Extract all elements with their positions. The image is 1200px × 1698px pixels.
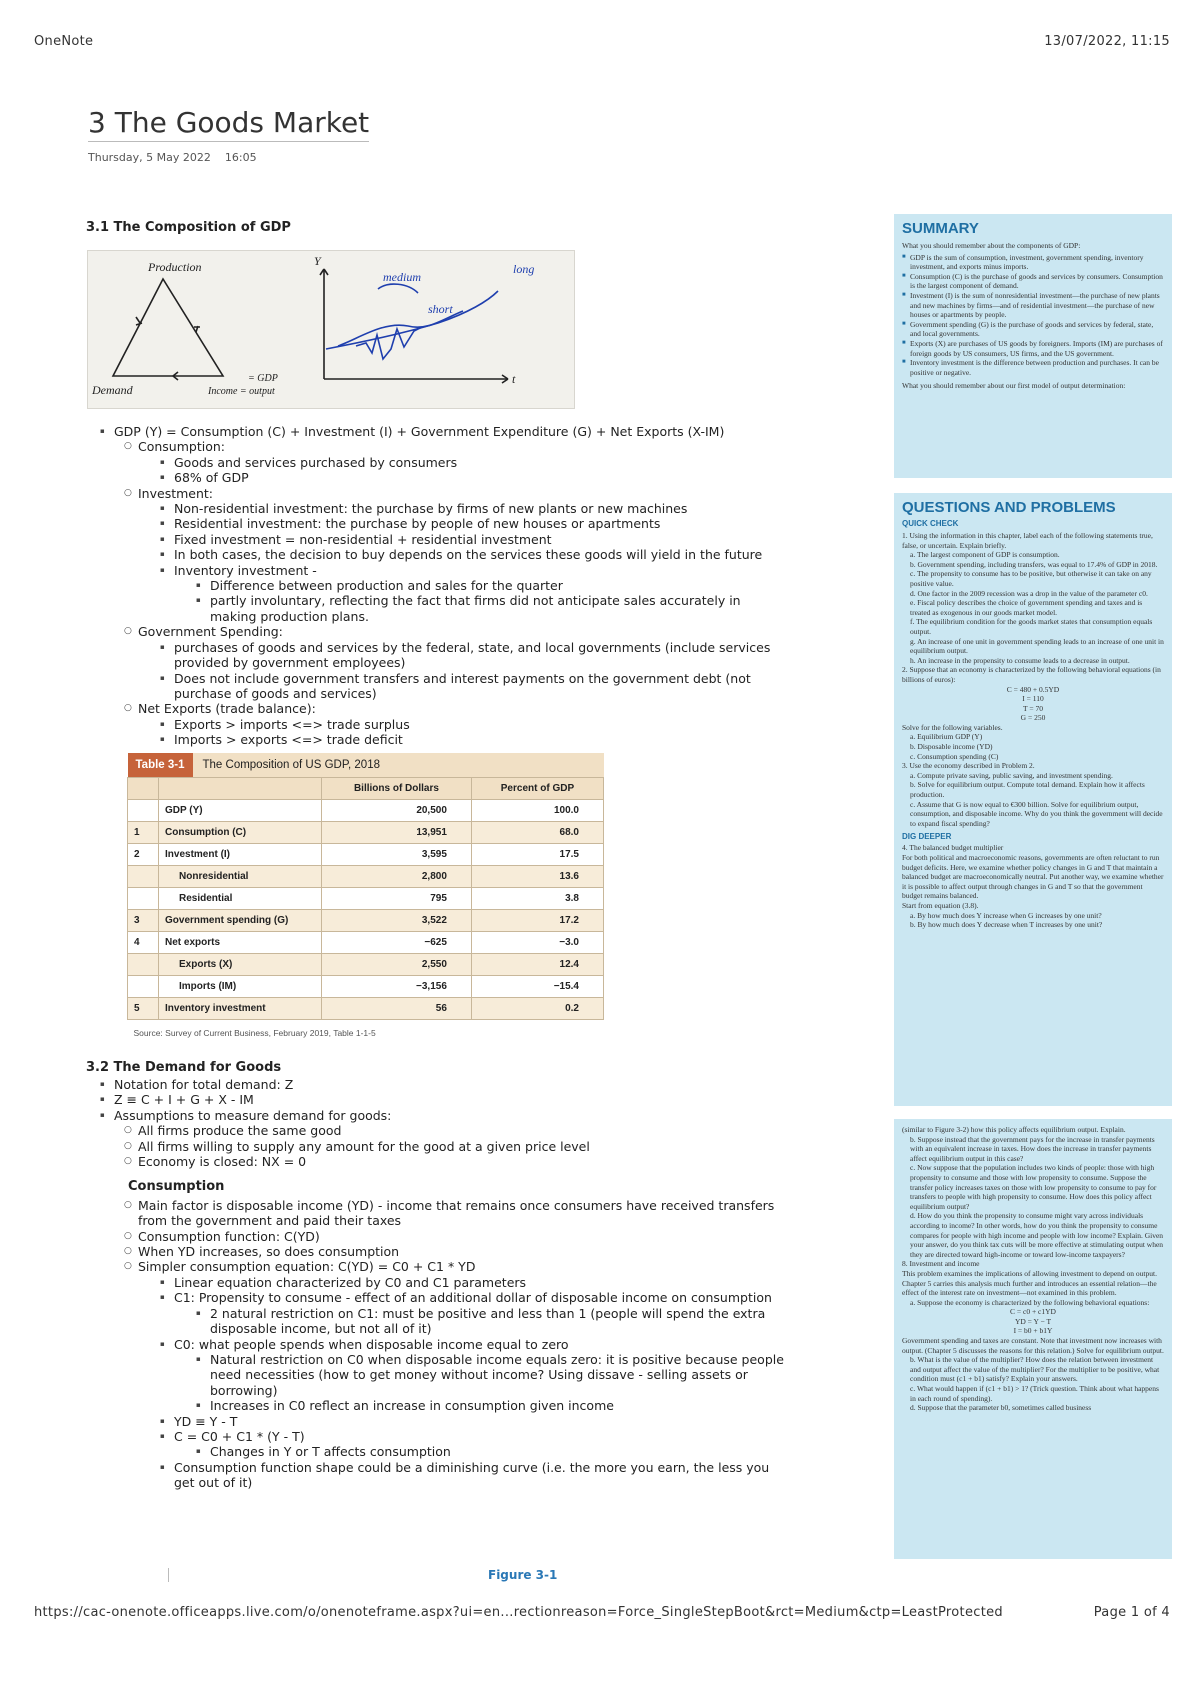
textbook-line: 4. The balanced budget multiplier	[902, 843, 1004, 853]
table-cell-num: 1	[128, 822, 159, 844]
table-cell-label: Consumption (C)	[159, 822, 322, 844]
section-heading-2: 3.2 The Demand for Goods	[86, 1060, 282, 1075]
table-cell-v1: 56	[322, 998, 472, 1020]
note-item: ○ Investment:	[100, 486, 790, 501]
textbook-line: d. Suppose that the parameter b0, sometimes called business	[910, 1403, 1092, 1413]
dig-deeper-lines	[902, 843, 1164, 929]
textbook-line: For both political and macroeconomic reasons, governments are often reluctant to run budget deficits. Here, we examine whether policy changes in G and T that maintain a balanced budget are macroeconomically neutral. Put another way, we examine whether it is possible to affect output through changes in G and T so that the government budget remains balanced.	[902, 853, 1164, 901]
note-item: ▪ Residential investment: the purchase by people of new houses or apartments	[100, 516, 790, 531]
table-cell-label: Nonresidential	[159, 866, 322, 888]
note-item: ▪ Exports > imports <=> trade surplus	[100, 717, 790, 732]
table-cell-num: 4	[128, 932, 159, 954]
table-row	[128, 954, 604, 976]
table-cell-num	[128, 866, 159, 888]
note-item: ○ Consumption function: C(YD)	[100, 1229, 790, 1244]
summary-item-text: Inventory investment is the difference between production and purchases. It can be positive or negative.	[910, 358, 1159, 377]
textbook-line: Government spending and taxes are constant. Note that investment now increases with output. (Chapter 5 discusses the reasons for this relation.) Solve for equilibrium output.	[902, 1336, 1164, 1355]
table-row	[128, 910, 604, 932]
textbook-questions-image	[894, 493, 1172, 1106]
table-col-percent: Percent of GDP	[471, 778, 603, 800]
table-cell-v2: 12.4	[471, 954, 603, 976]
note-item: ▪ C0: what people spends when disposable income equal to zero	[100, 1337, 790, 1352]
textbook-line: I = b0 + b1Y	[1013, 1326, 1053, 1336]
note-item: ▪ Inventory investment -	[100, 563, 790, 578]
textbook-line: a. Equilibrium GDP (Y)	[910, 732, 983, 742]
textbook-line: 1. Using the information in this chapter, label each of the following statements true, false, or uncertain. Explain briefly.	[902, 531, 1153, 550]
bullet-icon: ■	[902, 359, 906, 366]
table-row	[128, 998, 604, 1020]
textbook-line: a. The largest component of GDP is consumption.	[910, 550, 1060, 560]
note-item: ▪ Increases in C0 reflect an increase in consumption given income	[100, 1398, 790, 1413]
problem-lines	[902, 1125, 1164, 1413]
time-text: 16:05	[224, 151, 257, 164]
table-cell-v1: −3,156	[322, 976, 472, 998]
textbook-line: h. An increase in the propensity to consume leads to a decrease in output.	[910, 655, 1130, 665]
note-item: ▪ Notation for total demand: Z	[100, 1077, 790, 1092]
textbook-line: 8. Investment and income	[902, 1259, 980, 1269]
bullet-icon: ■	[902, 291, 906, 298]
summary-title: SUMMARY	[902, 220, 979, 237]
summary-items	[902, 253, 1164, 378]
note-item: ▪ Natural restriction on C0 when disposable income equals zero: it is positive because people need necessities (how to get money without income? Using dissave - selling assets or borrowing)	[100, 1352, 790, 1398]
handwritten-sketch	[87, 250, 575, 409]
dig-deeper-label: DIG DEEPER	[902, 832, 952, 842]
note-item: ▪ YD ≡ Y - T	[100, 1414, 790, 1429]
bullet-icon: ■	[902, 320, 906, 327]
table-row	[128, 932, 604, 954]
consumption-heading: Consumption	[128, 1179, 225, 1195]
textbook-line: C = 480 + 0.5YD	[1006, 684, 1060, 694]
table-cell-v2: 13.6	[471, 866, 603, 888]
table-cell-v2: 17.5	[471, 844, 603, 866]
note-item: ▪ Goods and services purchased by consumers	[100, 455, 790, 470]
textbook-summary-image	[894, 214, 1172, 478]
note-item: ○ Main factor is disposable income (YD) - income that remains once consumers have received transfers from the government and paid their taxes	[100, 1198, 790, 1229]
table-cell-v2: 17.2	[471, 910, 603, 932]
questions-title: QUESTIONS AND PROBLEMS	[902, 499, 1116, 516]
note-item: ○ Government Spending:	[100, 624, 790, 639]
table-cell-num	[128, 954, 159, 976]
app-name: OneNote	[34, 34, 94, 49]
note-item: ○ Simpler consumption equation: C(YD) = C0 + C1 * YD	[100, 1259, 790, 1274]
gdp-composition-table	[127, 753, 604, 1043]
divider	[168, 1568, 169, 1582]
sketch-label-short: short	[428, 302, 453, 316]
table-cell-label: Government spending (G)	[159, 910, 322, 932]
table-cell-v1: 2,550	[322, 954, 472, 976]
textbook-line: I = 110	[1022, 694, 1044, 704]
table-cell-v2: −3.0	[471, 932, 603, 954]
textbook-line: b. Disposable income (YD)	[910, 742, 993, 752]
question-lines	[902, 531, 1164, 828]
textbook-line: c. Assume that G is now equal to €300 billion. Solve for equilibrium output, consumption, and disposable income. Why do you think the government will decide to expand fiscal spending?	[910, 799, 1163, 828]
textbook-line: a. By how much does Y increase when G increases by one unit?	[910, 910, 1102, 920]
textbook-line: g. An increase of one unit in government spending leads to an increase of one unit in equilibrium output.	[910, 636, 1164, 656]
textbook-line: G = 250	[1020, 713, 1046, 723]
table-cell-v1: 795	[322, 888, 472, 910]
note-item: ▪ Difference between production and sales for the quarter	[100, 578, 790, 593]
note-item: ○ Consumption:	[100, 439, 790, 454]
table-row	[128, 976, 604, 998]
table-cell-label: Imports (IM)	[159, 976, 322, 998]
sketch-label-medium: medium	[383, 270, 421, 284]
note-item: ▪ 68% of GDP	[100, 470, 790, 485]
summary-item	[902, 272, 1164, 291]
note-item: ▪ Fixed investment = non-residential + residential investment	[100, 532, 790, 547]
textbook-line: 3. Use the economy described in Problem 2.	[902, 761, 1035, 771]
sketch-label-long: long	[513, 262, 535, 276]
textbook-line: c. The propensity to consume has to be positive, but otherwise it can take on any positive value.	[910, 569, 1152, 588]
gdp-notes	[100, 424, 790, 748]
textbook-line: (similar to Figure 3-2) how this policy affects equilibrium output. Explain.	[902, 1125, 1126, 1134]
summary-intro: What you should remember about the components of GDP:	[902, 241, 1081, 250]
summary-item-text: Investment (I) is the sum of nonresidential investment—the purchase of new plants and new machines by firms—and of residential investment—the purchase of new houses or apartments by people.	[910, 290, 1160, 320]
textbook-line: c. What would happen if (c1 + b1) > 1? (Trick question. Think about what happens in each round of spending).	[910, 1384, 1159, 1403]
note-item: ▪ Non-residential investment: the purchase by firms of new plants or new machines	[100, 501, 790, 516]
note-item: ▪ Does not include government transfers and interest payments on the government debt (not purchase of goods and services)	[100, 671, 790, 702]
sketch-label-demand: Demand	[92, 383, 133, 397]
note-item: ○ When YD increases, so does consumption	[100, 1244, 790, 1259]
table-cell-v1: 3,522	[322, 910, 472, 932]
textbook-line: d. How do you think the propensity to consume might vary across individuals according to income? In other words, how do you think the propensity to consume compares for people with high income and people with low income? Explain. Given your answer, do you think tax cuts will be more effective at stimulating output when they are directed toward high-income or toward low-income taxpayers?	[910, 1211, 1164, 1259]
note-item: ▪ Z ≡ C + I + G + X - IM	[100, 1092, 790, 1107]
textbook-line: C = c0 + c1YD	[1010, 1307, 1056, 1317]
summary-outro: What you should remember about our first model of output determination:	[902, 381, 1126, 391]
bullet-icon: ■	[902, 253, 906, 260]
textbook-line: 2. Suppose that an economy is characterized by the following behavioral equations (in billions of euros):	[902, 665, 1161, 684]
table-cell-v2: 3.8	[471, 888, 603, 910]
note-item: ○ All firms willing to supply any amount for the good at a given price level	[100, 1139, 790, 1154]
textbook-line: b. Solve for equilibrium output. Compute total demand. Explain how it affects production.	[910, 780, 1145, 800]
summary-item-text: Government spending (G) is the purchase of goods and services by federal, state, and local governments.	[910, 319, 1154, 339]
note-item: ▪ purchases of goods and services by the federal, state, and local governments (include services provided by government employees)	[100, 640, 790, 671]
quick-check-label: QUICK CHECK	[902, 519, 959, 528]
print-url: https://cac-onenote.officeapps.live.com/o/onenoteframe.aspx?ui=en...rectionreason=Force_SingleStepBoot&rct=Medium&ctp=LeastProtected	[34, 1605, 1003, 1620]
textbook-line: c. Now suppose that the population includes two kinds of people: those with high propensity to consume and those with low propensity to consume. Suppose the transfer policy increases taxes on those with low propensity to consume to pay for transfers to people with high propensity to consume. How does this policy affect equilibrium output?	[910, 1163, 1157, 1211]
table-cell-label: Exports (X)	[159, 954, 322, 976]
note-item: ▪ GDP (Y) = Consumption (C) + Investment (I) + Government Expenditure (G) + Net Exports (X-IM)	[100, 424, 790, 439]
note-item: ▪ Linear equation characterized by C0 and C1 parameters	[100, 1275, 790, 1290]
page-number: Page 1 of 4	[1093, 1605, 1170, 1620]
note-item: ▪ In both cases, the decision to buy depends on the services these goods will yield in the future	[100, 547, 790, 562]
table-title: The Composition of US GDP, 2018	[202, 759, 380, 771]
sketch-label-income: Income = output	[208, 386, 275, 397]
table-cell-v2: 0.2	[471, 998, 603, 1020]
table-cell-v1: 3,595	[322, 844, 472, 866]
table-cell-num: 2	[128, 844, 159, 866]
print-datetime: 13/07/2022, 11:15	[1044, 34, 1170, 49]
table-source: Source: Survey of Current Business, February 2019, Table 1-1-5	[128, 1020, 604, 1044]
page-title: 3 The Goods Market	[88, 106, 369, 142]
demand-notes	[100, 1077, 790, 1491]
table-cell-v1: 20,500	[322, 800, 472, 822]
summary-item	[902, 339, 1164, 358]
summary-item-text: GDP is the sum of consumption, investment, government spending, inventory investment, and exports minus imports.	[910, 252, 1144, 272]
textbook-line: This problem examines the implications of allowing investment to depend on output. Chapter 5 carries this analysis much further and introduces an essential relation—the effect of the interest rate on investment—not examined in this problem.	[902, 1268, 1157, 1298]
table-body	[128, 800, 604, 1020]
note-item: ○ Economy is closed: NX = 0	[100, 1154, 790, 1169]
table-cell-num	[128, 800, 159, 822]
textbook-line: e. Fiscal policy describes the choice of government spending and taxes and is treated as exogenous in our goods market model.	[910, 598, 1143, 617]
textbook-line: YD = Y − T	[1014, 1316, 1052, 1326]
demand-notes-list	[100, 1077, 790, 1169]
textbook-line: b. Suppose instead that the government pays for the increase in transfer payments with an equivalent increase in taxes. How does the increase in transfer payments affect equilibrium output in this case?	[910, 1134, 1155, 1163]
summary-item-text: Exports (X) are purchases of US goods by foreigners. Imports (IM) are purchases of foreign goods by US consumers, US firms, and the US government.	[910, 338, 1163, 358]
table-cell-num	[128, 976, 159, 998]
note-item: ▪ Changes in Y or T affects consumption	[100, 1444, 790, 1459]
sketch-label-production: Production	[148, 260, 202, 274]
textbook-line: a. Suppose the economy is characterized by the following behavioral equations:	[910, 1297, 1150, 1307]
summary-item	[902, 320, 1164, 339]
textbook-line: a. Compute private saving, public saving, and investment spending.	[910, 770, 1113, 780]
table-row	[128, 822, 604, 844]
textbook-line: f. The equilibrium condition for the goods market states that consumption equals output.	[910, 617, 1153, 636]
textbook-line: Start from equation (3.8).	[902, 900, 979, 910]
table-cell-v2: 68.0	[471, 822, 603, 844]
textbook-line: b. By how much does Y decrease when T increases by one unit?	[910, 920, 1103, 930]
table-col-billions: Billions of Dollars	[322, 778, 472, 800]
page-date	[88, 151, 271, 164]
table-cell-v2: 100.0	[471, 800, 603, 822]
table-cell-label: Residential	[159, 888, 322, 910]
table-cell-num: 3	[128, 910, 159, 932]
table-row	[128, 866, 604, 888]
figure-caption: Figure 3-1	[488, 1568, 558, 1582]
summary-item	[902, 358, 1164, 377]
table-row	[128, 800, 604, 822]
consumption-notes-list	[100, 1198, 790, 1491]
table-row	[128, 844, 604, 866]
summary-item	[902, 253, 1164, 272]
table-cell-label: Investment (I)	[159, 844, 322, 866]
date-text: Thursday, 5 May 2022	[88, 151, 211, 164]
sketch-axis-y: Y	[314, 254, 321, 268]
textbook-line: d. One factor in the 2009 recession was a drop in the value of the parameter c0.	[910, 588, 1148, 598]
note-item: ▪ partly involuntary, reflecting the fact that firms did not anticipate sales accurately in making production plans.	[100, 593, 790, 624]
table-cell-v1: −625	[322, 932, 472, 954]
textbook-line: Solve for the following variables.	[902, 722, 1003, 732]
table-cell-num	[128, 888, 159, 910]
table-cell-num: 5	[128, 998, 159, 1020]
table-cell-label: GDP (Y)	[159, 800, 322, 822]
textbook-problems-image	[894, 1119, 1172, 1559]
note-item: ▪ Consumption function shape could be a diminishing curve (i.e. the more you earn, the less you get out of it)	[100, 1460, 790, 1491]
table-cell-label: Net exports	[159, 932, 322, 954]
bullet-icon: ■	[902, 272, 906, 279]
note-item: ▪ Imports > exports <=> trade deficit	[100, 732, 790, 747]
textbook-line: T = 70	[1023, 703, 1043, 713]
sketch-axis-t: t	[512, 372, 516, 386]
note-item: ▪ 2 natural restriction on C1: must be positive and less than 1 (people will spend the extra disposable income, but not all of it)	[100, 1306, 790, 1337]
note-item: ▪ Assumptions to measure demand for goods:	[100, 1108, 790, 1123]
table-cell-label: Inventory investment	[159, 998, 322, 1020]
table-cell-v1: 2,800	[322, 866, 472, 888]
sketch-svg	[88, 251, 574, 408]
table-cell-v2: −15.4	[471, 976, 603, 998]
table-row	[128, 888, 604, 910]
summary-item	[902, 291, 1164, 320]
table-tag: Table 3-1	[128, 753, 193, 777]
note-item: ▪ C = C0 + C1 * (Y - T)	[100, 1429, 790, 1444]
textbook-line: c. Consumption spending (C)	[910, 751, 999, 761]
gdp-notes-list	[100, 424, 790, 748]
note-item: ○ All firms produce the same good	[100, 1123, 790, 1138]
note-item: ▪ C1: Propensity to consume - effect of an additional dollar of disposable income on consumption	[100, 1290, 790, 1305]
note-item: ○ Net Exports (trade balance):	[100, 701, 790, 716]
sketch-label-gdp: = GDP	[248, 373, 278, 384]
table-cell-v1: 13,951	[322, 822, 472, 844]
textbook-line: b. Government spending, including transfers, was equal to 17.4% of GDP in 2018.	[910, 559, 1158, 569]
textbook-line: b. What is the value of the multiplier? How does the relation between investment and output affect the value of the multiplier? For the multiplier to be positive, what condition must (c1 + b1) satisfy? Explain your answers.	[910, 1355, 1160, 1384]
summary-item-text: Consumption (C) is the purchase of goods and services by consumers. Consumption is the largest component of demand.	[910, 271, 1163, 291]
section-heading-1: 3.1 The Composition of GDP	[86, 220, 291, 235]
bullet-icon: ■	[902, 339, 906, 346]
